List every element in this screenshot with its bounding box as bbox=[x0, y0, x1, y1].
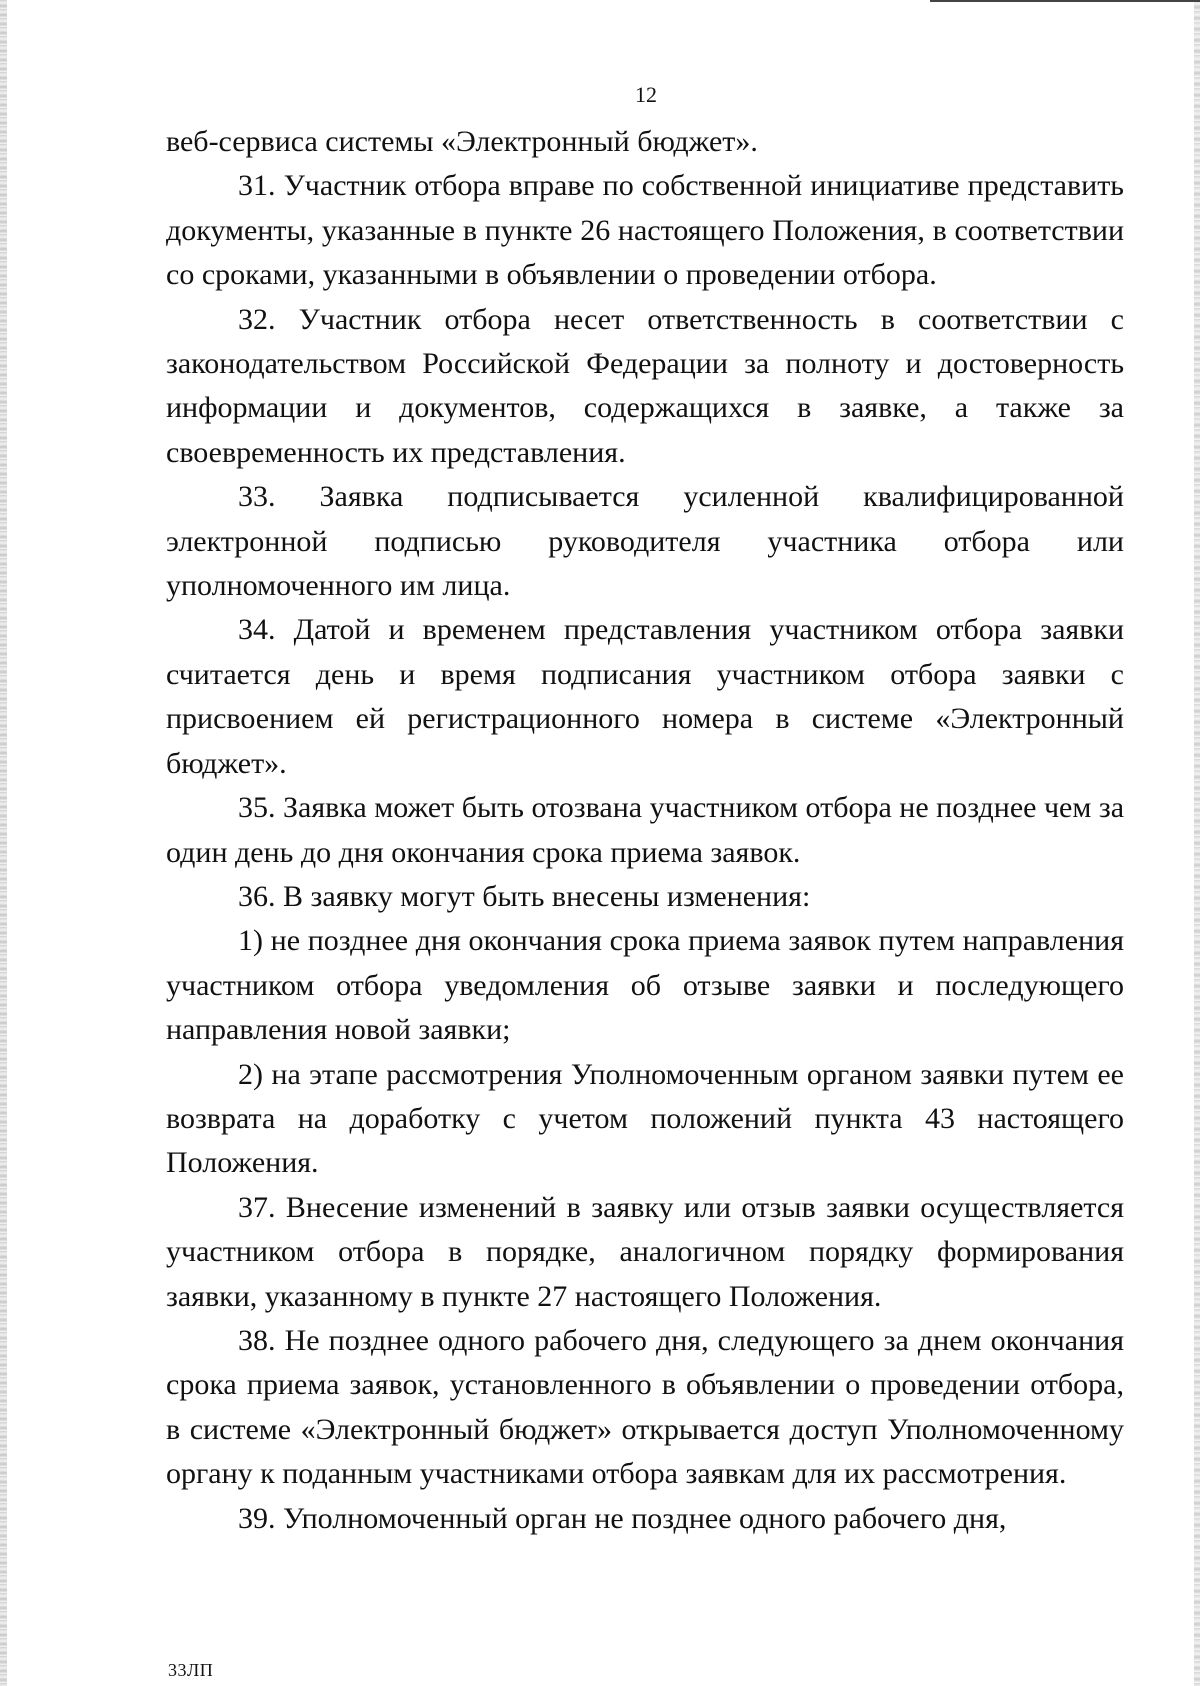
scan-edge-top-line bbox=[930, 0, 1200, 2]
paragraph-31: 31. Участник отбора вправе по собственной инициативе представить документы, указанные в пункте 26 настоящего Положения, в соответствии со сроками, указанными в объявлении о проведении отбора. bbox=[166, 169, 1124, 292]
paragraph-38: 38. Не позднее одного рабочего дня, следующего за днем окончания срока приема заявок, установленного в объявлении о проведении отбора, в системе «Электронный бюджет» открывается доступ Уполномоченному органу к поданным участниками отбора заявкам для их рассмотрения. bbox=[166, 1323, 1124, 1491]
paragraph-continuation: веб-сервиса системы «Электронный бюджет». bbox=[166, 125, 758, 158]
paragraph-35: 35. Заявка может быть отозвана участником отбора не позднее чем за один день до дня окончания срока приема заявок. bbox=[166, 791, 1125, 869]
paragraph-39: 39. Уполномоченный орган не позднее одного рабочего дня, bbox=[238, 1501, 1007, 1535]
paragraph-36-item-1: 1) не позднее дня окончания срока приема заявок путем направления участником отбора уведомления об отзыве заявки и последующего направления новой заявки; bbox=[166, 924, 1124, 1047]
paragraph-37: 37. Внесение изменений в заявку или отзыв заявки осуществляется участником отбора в порядке, аналогичном порядку формирования заявки, указанному в пункте 27 настоящего Положения. bbox=[166, 1190, 1124, 1313]
paragraph-32: 32. Участник отбора несет ответственность в соответствии с законодательством Российской Федерации за полноту и достоверность информации и документов, содержащихся в заявке, а также за своевременность их представления. bbox=[166, 302, 1124, 469]
paragraph-34: 34. Датой и временем представления участником отбора заявки считается день и время подписания участником отбора заявки с присвоением ей регистрационного номера в системе «Электронный бюджет». bbox=[166, 613, 1124, 780]
scan-edge-left bbox=[0, 0, 7, 1686]
document-code: 33ЛП bbox=[168, 1660, 214, 1680]
paragraph-36: 36. В заявку могут быть внесены изменения: bbox=[238, 879, 811, 913]
scan-edge-right bbox=[1194, 0, 1200, 1686]
page-number: 12 bbox=[635, 82, 657, 107]
paragraph-33: 33. Заявка подписывается усиленной квалифицированной электронной подписью руководителя участника отбора или уполномоченного им лица. bbox=[166, 480, 1124, 603]
paragraph-36-item-2: 2) на этапе рассмотрения Уполномоченным органом заявки путем ее возврата на доработку с учетом положений пункта 43 настоящего Положения. bbox=[166, 1057, 1124, 1180]
document-body bbox=[166, 120, 1124, 1541]
